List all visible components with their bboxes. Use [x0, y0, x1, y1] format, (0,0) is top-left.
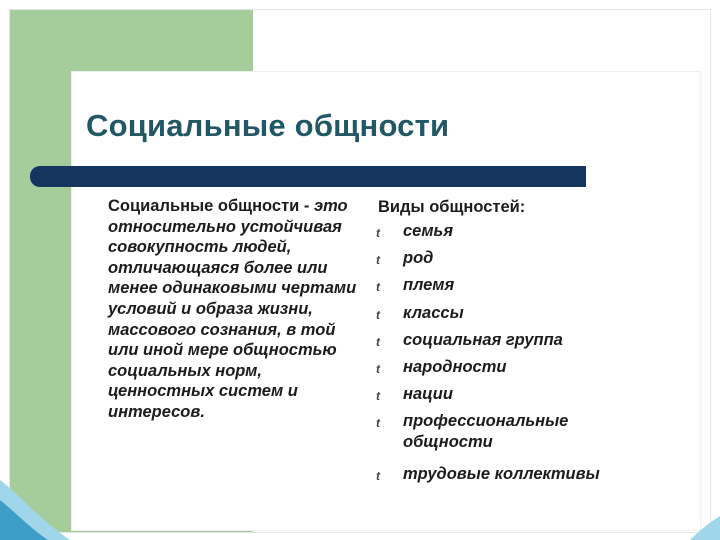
definition-term: Социальные общности - [108, 197, 310, 215]
types-list [376, 221, 696, 487]
list-item-label: народности [403, 357, 507, 376]
bullet-icon: t [376, 468, 380, 483]
list-item-label: нации [403, 385, 453, 404]
list-item [376, 357, 696, 380]
list-item-label: профессиональные общности [403, 412, 569, 452]
list-item-label: род [403, 249, 434, 268]
slide-title: Социальные общности [86, 108, 450, 143]
list-item-label: социальная группа [403, 330, 563, 349]
list-item-label: классы [403, 303, 464, 322]
bullet-icon: t [376, 253, 380, 268]
decorative-wave [0, 450, 720, 540]
list-item-label: семья [403, 222, 454, 240]
types-heading: Виды общностей: [378, 198, 526, 216]
list-item-label: племя [403, 276, 455, 295]
list-item [376, 303, 696, 326]
list-item-label: трудовые коллективы [403, 464, 600, 483]
list-item [376, 384, 696, 407]
bullet-icon: t [376, 307, 380, 322]
definition-text: это относительно устойчивая совокупность людей, отличающаяся более или менее одинаковыми чертами условий и образа жизни, массового сознания, в той или иной мере общностью социальных норм, ценностных систем и интересов. [108, 197, 357, 421]
list-item [376, 248, 696, 271]
list-item [376, 221, 696, 244]
bullet-icon: t [376, 416, 380, 431]
bullet-icon: t [376, 389, 380, 404]
title-underline-bar [30, 166, 586, 187]
bullet-icon: t [376, 334, 380, 349]
bullet-icon: t [376, 280, 380, 295]
wave-right-shape [690, 516, 720, 540]
definition-block [108, 196, 364, 423]
types-block [376, 196, 696, 491]
bullet-icon: t [376, 226, 380, 240]
list-item [376, 330, 696, 353]
bullet-icon: t [376, 361, 380, 376]
list-item [376, 275, 696, 298]
